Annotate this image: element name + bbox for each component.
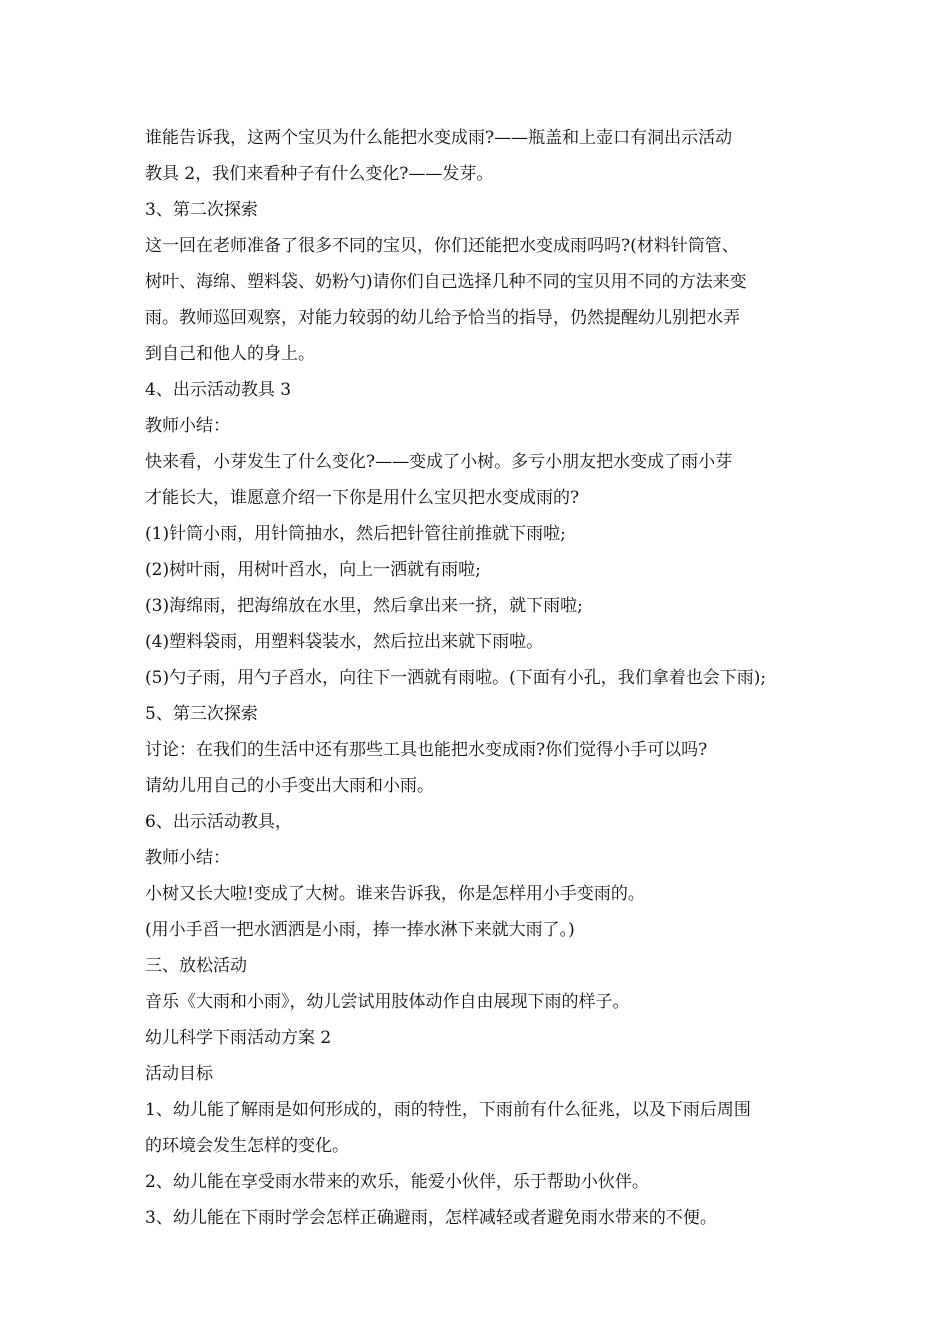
list-item: 3、幼儿能在下雨时学会怎样正确避雨，怎样减轻或者避免雨水带来的不便。 (145, 1208, 717, 1228)
section-heading: 5、第三次探索 (145, 704, 258, 724)
list-item: 1、幼儿能了解雨是如何形成的，雨的特性，下雨前有什么征兆，以及下雨后周围 (145, 1100, 751, 1120)
text-line: 到自己和他人的身上。 (145, 344, 315, 364)
section-heading: 6、出示活动教具， (145, 812, 292, 832)
text-line: 教师小结： (145, 848, 230, 868)
text-line: 讨论：在我们的生活中还有那些工具也能把水变成雨?你们觉得小手可以吗? (145, 740, 708, 760)
list-item: (4)塑料袋雨，用塑料袋装水，然后拉出来就下雨啦。 (145, 632, 544, 652)
text-line: 快来看，小芽发生了什么变化?——变成了小树。多亏小朋友把水变成了雨小芽 (145, 452, 733, 472)
text-line: 教师小结： (145, 416, 230, 436)
text-line: 小树又长大啦!变成了大树。谁来告诉我，你是怎样用小手变雨的。 (145, 884, 645, 904)
text-line: 请幼儿用自己的小手变出大雨和小雨。 (145, 776, 434, 796)
text-line: 雨。教师巡回观察，对能力较弱的幼儿给予恰当的指导，仍然提醒幼儿别把水弄 (145, 308, 740, 328)
text-line: (用小手舀一把水洒洒是小雨，捧一捧水淋下来就大雨了。) (145, 920, 575, 940)
list-item: (3)海绵雨，把海绵放在水里，然后拿出来一挤，就下雨啦; (145, 596, 583, 616)
document-body (145, 120, 815, 1236)
list-item: (5)勺子雨，用勺子舀水，向往下一洒就有雨啦。(下面有小孔，我们拿着也会下雨); (145, 668, 767, 688)
section-heading: 4、出示活动教具 3 (145, 380, 292, 400)
text-line: 这一回在老师准备了很多不同的宝贝，你们还能把水变成雨吗吗?(材料针筒管、 (145, 236, 739, 256)
section-heading: 三、放松活动 (145, 956, 247, 976)
text-line: 谁能告诉我，这两个宝贝为什么能把水变成雨?——瓶盖和上壶口有洞出示活动 (145, 128, 733, 148)
text-line: 的环境会发生怎样的变化。 (145, 1136, 349, 1156)
text-line: 树叶、海绵、塑料袋、奶粉勺)请你们自己选择几种不同的宝贝用不同的方法来变 (145, 272, 747, 292)
list-item: 2、幼儿能在享受雨水带来的欢乐，能爱小伙伴，乐于帮助小伙伴。 (145, 1172, 649, 1192)
section-heading: 活动目标 (145, 1064, 213, 1084)
text-line: 教具 2，我们来看种子有什么变化?——发芽。 (145, 164, 494, 184)
text-line: 才能长大，谁愿意介绍一下你是用什么宝贝把水变成雨的? (145, 488, 580, 508)
text-line: 音乐《大雨和小雨》，幼儿尝试用肢体动作自由展现下雨的样子。 (145, 992, 630, 1012)
section-heading: 3、第二次探索 (145, 200, 258, 220)
list-item: (2)树叶雨，用树叶舀水，向上一洒就有雨啦; (145, 560, 481, 580)
list-item: (1)针筒小雨，用针筒抽水，然后把针管往前推就下雨啦; (145, 524, 566, 544)
document-title: 幼儿科学下雨活动方案 2 (145, 1028, 332, 1048)
